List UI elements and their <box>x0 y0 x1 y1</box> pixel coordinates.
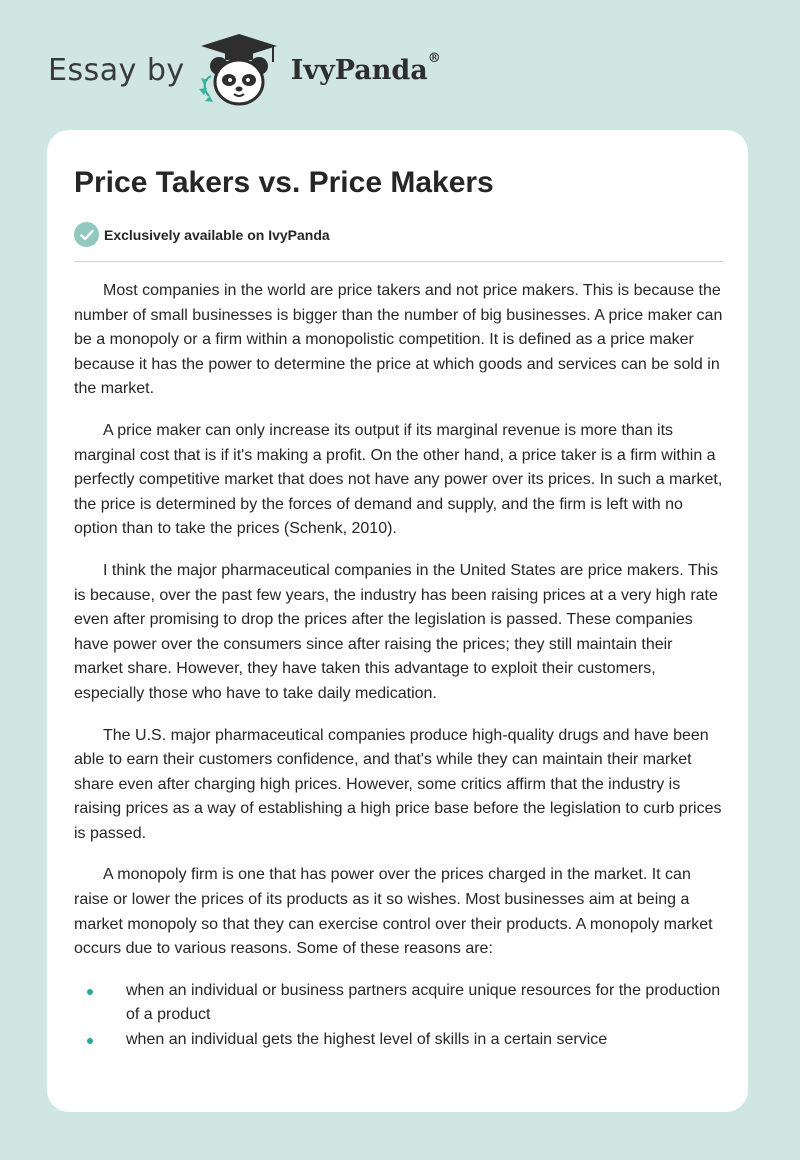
list-item <box>74 1028 724 1053</box>
essay-card <box>47 130 748 1112</box>
list-item-text: when an individual gets the highest level of skills in a certain service <box>126 1031 608 1049</box>
bullet-icon <box>87 989 93 995</box>
ivypanda-logo-icon[interactable] <box>195 30 287 110</box>
list-item <box>74 979 724 1028</box>
paragraph: The U.S. major pharmaceutical companies produce high-quality drugs and have been able to earn their customers confidence, and that's while they can maintain their market share even after charging high prices. However, some critics affirm that the industry is raising prices as a way of establishing a high price base before the legislation to curb prices is passed. <box>74 726 722 842</box>
paragraph: A monopoly firm is one that has power over the prices charged in the market. It can raise or lower the prices of its products as it so wishes. Most businesses aim at being a market monopoly so that they can exercise control over their products. A monopoly market occurs due to various reasons. Some of these reasons are: <box>74 866 713 958</box>
exclusive-badge <box>74 222 330 247</box>
list-item-text: when an individual or business partners acquire unique resources for the production of a product <box>126 981 721 1024</box>
site-header <box>48 30 441 110</box>
reasons-list <box>74 979 724 1053</box>
page-title: Price Takers vs. Price Makers <box>74 166 494 199</box>
paragraph: I think the major pharmaceutical companies in the United States are price makers. This is because, over the past few years, the industry has been raising prices at a very high rate even after promising to drop the prices after the legislation is passed. These companies have power over the consumers since after raising the prices; they still maintain their market share. However, they have taken this advantage to exploit their customers, especially those who have to take daily medication. <box>74 561 719 702</box>
paragraph: A price maker can only increase its output if its marginal revenue is more than its marginal cost that is if it's making a profit. On the other hand, a price taker is a firm within a perfectly competitive market that does not have any power over its prices. In such a market, the price is determined by the forces of demand and supply, and the firm is left with no option than to take the prices (Schenk, 2010). <box>74 421 723 538</box>
bullet-icon <box>87 1038 93 1044</box>
exclusive-label: Exclusively available on IvyPanda <box>104 226 330 243</box>
divider <box>74 261 723 262</box>
registered-mark: ® <box>427 50 441 66</box>
essay-by-label: Essay by <box>48 52 185 88</box>
essay-body <box>74 279 724 1053</box>
paragraph: Most companies in the world are price takers and not price makers. This is because the number of small businesses is bigger than the number of big businesses. A price maker can be a monopoly or a firm within a monopolistic competition. It is defined as a price maker because it has the power to determine the price at which goods and services can be sold in the market. <box>74 282 723 398</box>
brand-name <box>290 50 441 86</box>
check-icon <box>74 222 99 247</box>
brand-text: IvyPanda <box>290 54 428 86</box>
